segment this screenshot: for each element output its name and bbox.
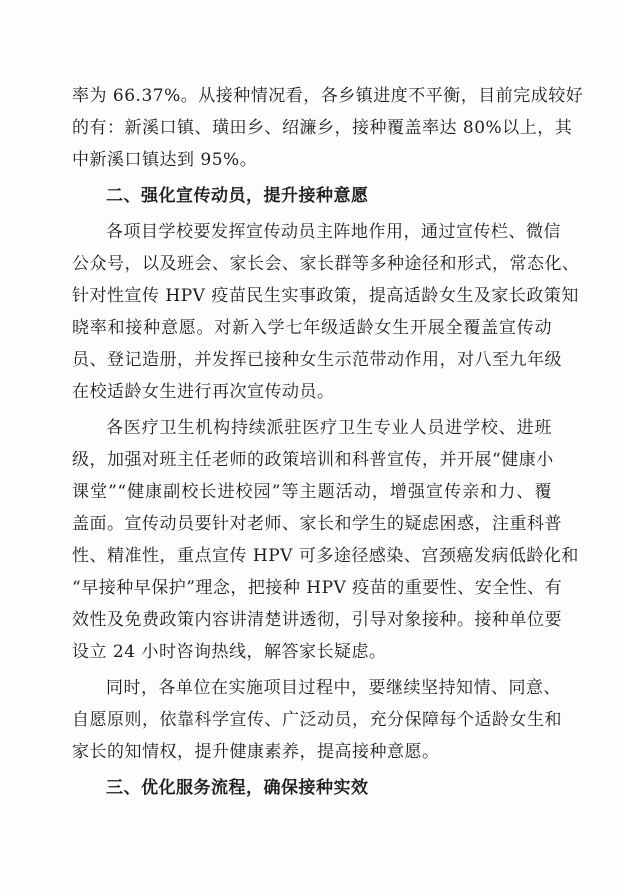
body-line: 同时，各单位在实施项目过程中，要继续坚持知情、同意、 xyxy=(106,678,561,698)
body-line: 员、登记造册，并发挥已接种女生示范带动作用，对八至九年级 xyxy=(72,350,562,370)
body-line: 自愿原则，依靠科学宣传、广泛动员，充分保障每个适龄女生和 xyxy=(72,710,562,730)
body-line: 中新溪口镇达到 95%。 xyxy=(72,150,258,170)
body-line: 设立 24 小时咨询热线，解答家长疑虑。 xyxy=(72,642,387,662)
body-line: 效性及免费政策内容讲清楚讲透彻，引导对象接种。接种单位要 xyxy=(72,610,562,630)
body-line: 级，加强对班主任老师的政策培训和科普宣传，并开展“健康小 xyxy=(72,450,554,470)
section-heading: 三、优化服务流程，确保接种实效 xyxy=(106,778,369,798)
body-line: 晓率和接种意愿。对新入学七年级适龄女生开展全覆盖宣传动 xyxy=(72,318,552,338)
body-line: 针对性宣传 HPV 疫苗民生实事政策，提高适龄女生及家长政策知 xyxy=(72,286,579,306)
body-line: 课堂”“健康副校长进校园”等主题活动，增强宣传亲和力、覆 xyxy=(72,482,552,502)
body-line: 性、精准性，重点宣传 HPV 可多途径感染、宫颈癌发病低龄化和 xyxy=(72,546,579,566)
body-line: 率为 66.37%。从接种情况看，各乡镇进度不平衡，目前完成较好 xyxy=(72,86,584,106)
body-line: 家长的知情权，提升健康素养，提高接种意愿。 xyxy=(72,742,440,762)
body-line: 公众号，以及班会、家长会、家长群等多种途径和形式，常态化、 xyxy=(72,254,580,274)
section-heading: 二、强化宣传动员，提升接种意愿 xyxy=(106,186,369,206)
body-line: 盖面。宣传动员要针对老师、家长和学生的疑虑困惑，注重科普 xyxy=(72,514,562,534)
body-line: “早接种早保护”理念，把接种 HPV 疫苗的重要性、安全性、有 xyxy=(72,578,563,598)
body-line: 各项目学校要发挥宣传动员主阵地作用，通过宣传栏、微信 xyxy=(106,222,561,242)
document-body xyxy=(72,80,584,804)
body-line: 各医疗卫生机构持续派驻医疗卫生专业人员进学校、进班 xyxy=(106,418,552,438)
body-line: 的有：新溪口镇、璜田乡、绍濂乡，接种覆盖率达 80%以上，其 xyxy=(72,118,573,138)
body-line: 在校适龄女生进行再次宣传动员。 xyxy=(72,382,335,402)
